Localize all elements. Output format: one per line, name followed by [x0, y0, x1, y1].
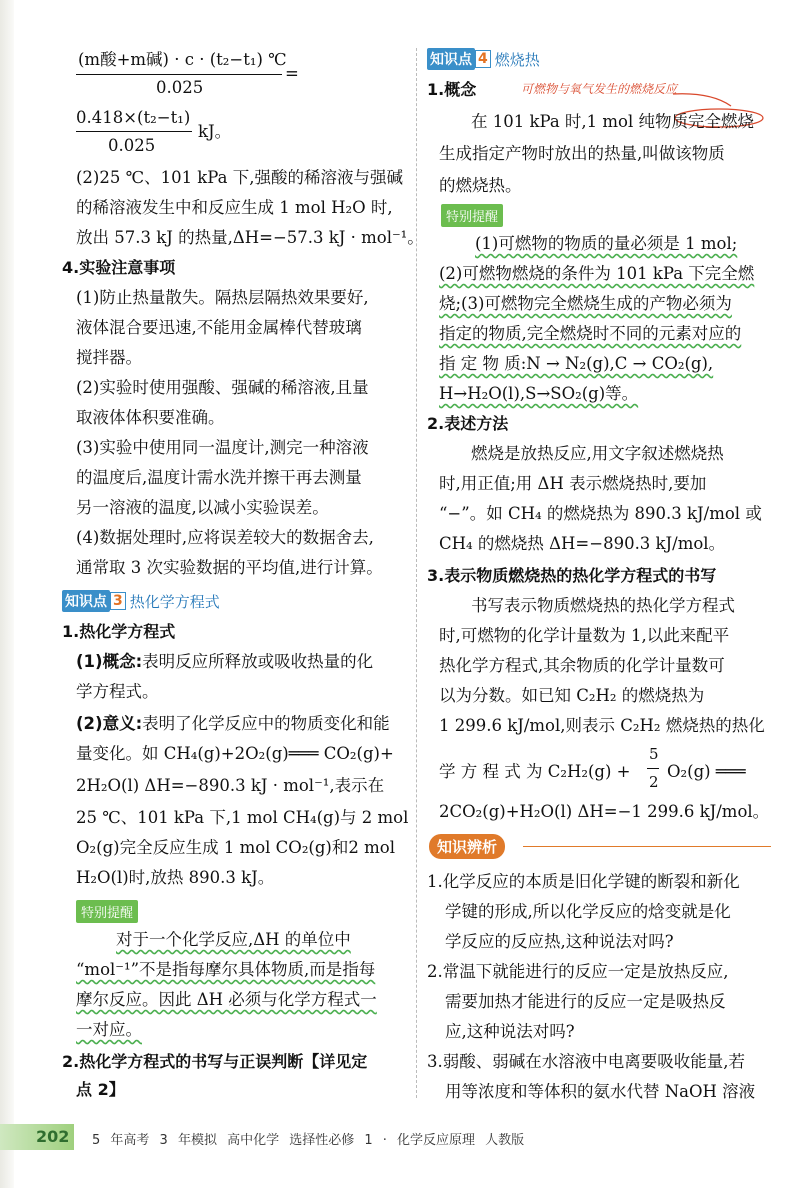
paragraph-line: H₂O(l)时,放热 890.3 kJ。 — [76, 868, 275, 887]
section-heading-2: 2.热化学方程式的书写与正误判断【详见定 — [62, 1052, 368, 1071]
question-line: 应,这种说法对吗? — [445, 1022, 575, 1041]
reminder-line — [116, 930, 351, 950]
paragraph-line: O₂(g) ═══ — [667, 762, 746, 781]
reminder-line — [439, 384, 638, 404]
knowledge-analysis-badge: 知识辨析 — [429, 834, 505, 859]
page-number-badge — [0, 1124, 74, 1150]
paragraph-line — [76, 652, 373, 672]
paragraph-line: 在 101 kPa 时,1 mol 纯物质完全燃烧 — [471, 112, 755, 131]
paragraph-line: CH₄ 的燃烧热 ΔH=−890.3 kJ/mol。 — [439, 534, 726, 553]
section-heading-4: 4.实验注意事项 — [62, 258, 176, 277]
concept-text: 表明反应所释放或吸收热量的化 — [142, 652, 374, 671]
fraction-numerator: 5 — [649, 745, 659, 763]
section-heading-3: 3.表示物质燃烧热的热化学方程式的书写 — [427, 566, 717, 585]
reminder-highlight: (1)可燃物的物质的量必须是 1 mol; — [475, 234, 738, 253]
formula-numerator-2: 0.418×(t₂−t₁) — [76, 108, 191, 127]
fraction-denominator: 2 — [649, 773, 659, 791]
question-line: 学反应的反应热,这种说法对吗? — [445, 932, 674, 951]
paragraph-line: 放出 57.3 kJ 的热量,ΔH=−57.3 kJ · mol⁻¹。 — [76, 228, 424, 247]
formula-equals: = — [285, 64, 299, 83]
paragraph-line: 取液体体积要准确。 — [76, 408, 225, 427]
paragraph-line: 的温度后,温度计需水洗并擦干再去测量 — [76, 468, 362, 487]
paragraph-line: 2CO₂(g)+H₂O(l) ΔH=−1 299.6 kJ/mol。 — [439, 802, 770, 821]
knowledge-point-4-tag — [427, 48, 540, 70]
reminder-highlight: 对于一个化学反应,ΔH 的单位中 — [116, 930, 351, 949]
page-footer — [0, 1124, 800, 1154]
paragraph-line — [76, 714, 390, 734]
paragraph-line: 的燃烧热。 — [439, 176, 522, 195]
formula-denominator-2: 0.025 — [108, 136, 156, 155]
section-heading-2: 2.表述方法 — [427, 414, 509, 433]
reminder-line — [76, 1020, 142, 1040]
reminder-line — [439, 264, 754, 284]
badge-rule — [523, 846, 771, 847]
paragraph-line: 1 299.6 kJ/mol,则表示 C₂H₂ 燃烧热的热化 — [439, 716, 765, 735]
paragraph-line: 搅拌器。 — [76, 348, 142, 367]
question-line: 需要加热才能进行的反应一定是吸热反 — [445, 992, 726, 1011]
paragraph-line: 书写表示物质燃烧热的热化学方程式 — [471, 596, 735, 615]
reminder-line — [439, 354, 713, 374]
paragraph-line: 的稀溶液发生中和反应生成 1 mol H₂O 时, — [76, 198, 393, 217]
paragraph-line: (2)实验时使用强酸、强碱的稀溶液,且量 — [76, 378, 369, 397]
paragraph-line: 2H₂O(l) ΔH=−890.3 kJ · mol⁻¹,表示在 — [76, 776, 385, 795]
paragraph-line: 时,用正值;用 ΔH 表示燃烧热时,要加 — [439, 474, 707, 493]
knowledge-point-title: 燃烧热 — [494, 50, 540, 69]
paragraph-line: 学方程式。 — [76, 682, 159, 701]
question-line: 2.常温下就能进行的反应一定是放热反应, — [427, 962, 729, 981]
knowledge-point-label: 知识点 — [427, 48, 475, 70]
paragraph-line: (3)实验中使用同一温度计,测完一种溶液 — [76, 438, 369, 457]
question-line: 用等浓度和等体积的氨水代替 NaOH 溶液 — [445, 1082, 756, 1101]
paragraph-line: (2)25 ℃、101 kPa 下,强酸的稀溶液与强碱 — [76, 168, 403, 187]
page-edge-shadow — [0, 0, 14, 1188]
reminder-highlight: 一对应。 — [76, 1020, 142, 1039]
paragraph-line: 25 ℃、101 kPa 下,1 mol CH₄(g)与 2 mol — [76, 808, 409, 827]
question-line: 学键的形成,所以化学反应的焓变就是化 — [445, 902, 731, 921]
reminder-line — [76, 960, 375, 980]
paragraph-line: 另一溶液的温度,以减小实验误差。 — [76, 498, 329, 517]
paragraph-line: 燃烧是放热反应,用文字叙述燃烧热 — [471, 444, 724, 463]
formula-denominator-1: 0.025 — [156, 78, 204, 97]
reminder-highlight: “mol⁻¹”不是指每摩尔具体物质,而是指每 — [76, 960, 376, 979]
page-number: 202 — [36, 1127, 70, 1146]
knowledge-point-title: 热化学方程式 — [129, 592, 220, 611]
meaning-label: (2)意义: — [76, 714, 143, 733]
fraction-bar — [647, 768, 659, 769]
question-line: 1.化学反应的本质是旧化学键的断裂和新化 — [427, 872, 740, 891]
special-reminder-badge: 特别提醒 — [441, 204, 503, 227]
question-line: 3.弱酸、弱碱在水溶液中电离要吸收能量,若 — [427, 1052, 745, 1071]
reminder-line — [475, 234, 737, 254]
paragraph-line: 生成指定产物时放出的热量,叫做该物质 — [439, 144, 725, 163]
reminder-line — [439, 324, 741, 344]
reminder-highlight: 烧;(3)可燃物完全燃烧生成的产物必须为 — [439, 294, 732, 313]
knowledge-point-label: 知识点 — [62, 590, 110, 612]
paragraph-line: 以为分数。如已知 C₂H₂ 的燃烧热为 — [439, 686, 705, 705]
paragraph-line: (4)数据处理时,应将误差较大的数据舍去, — [76, 528, 374, 547]
fraction-bar-2 — [76, 131, 192, 132]
paragraph-line: 通常取 3 次实验数据的平均值,进行计算。 — [76, 558, 383, 577]
concept-label: (1)概念: — [76, 652, 143, 671]
knowledge-point-3-tag — [62, 590, 220, 612]
handwritten-annotation: 可燃物与氧气发生的燃烧反应 — [521, 82, 678, 96]
column-divider — [416, 48, 417, 1098]
special-reminder-badge: 特别提醒 — [76, 900, 138, 923]
fraction-bar-1 — [76, 74, 282, 75]
reminder-highlight: 指定的物质,完全燃烧时不同的元素对应的 — [439, 324, 742, 343]
section-heading-1: 1.概念 — [427, 80, 477, 99]
paragraph-line: 量变化。如 CH₄(g)+2O₂(g)═══ CO₂(g)+ — [76, 744, 394, 763]
paragraph-line: 热化学方程式,其余物质的化学计量数可 — [439, 656, 725, 675]
reminder-highlight: H→H₂O(l),S→SO₂(g)等。 — [439, 384, 639, 403]
paragraph-line: 时,可燃物的化学计量数为 1,以此来配平 — [439, 626, 730, 645]
reminder-line — [439, 294, 732, 314]
paragraph-line: O₂(g)完全反应生成 1 mol CO₂(g)和2 mol — [76, 838, 395, 857]
formula-unit-2: kJ。 — [198, 122, 232, 141]
knowledge-point-number: 4 — [475, 50, 491, 68]
reminder-highlight: 摩尔反应。因此 ΔH 必须与化学方程式一 — [76, 990, 377, 1009]
section-heading-1: 1.热化学方程式 — [62, 622, 176, 641]
reminder-line — [76, 990, 377, 1010]
reminder-highlight: (2)可燃物燃烧的条件为 101 kPa 下完全燃 — [439, 264, 755, 283]
paragraph-line: 学 方 程 式 为 C₂H₂(g) + — [439, 762, 631, 781]
reminder-highlight: 指 定 物 质:N → N₂(g),C → CO₂(g), — [439, 354, 714, 373]
paragraph-line: (1)防止热量散失。隔热层隔热效果要好, — [76, 288, 369, 307]
section-heading-2-cont: 点 2】 — [76, 1080, 125, 1099]
paragraph-line: “−”。如 CH₄ 的燃烧热为 890.3 kJ/mol 或 — [439, 504, 762, 523]
formula-numerator-1: (m酸+m碱) · c · (t₂−t₁) ℃ — [78, 50, 287, 69]
knowledge-point-number: 3 — [110, 592, 126, 610]
meaning-text: 表明了化学反应中的物质变化和能 — [142, 714, 390, 733]
footer-book-title: 5 年高考 3 年模拟 高中化学 选择性必修 1 · 化学反应原理 人教版 — [92, 1133, 525, 1148]
paragraph-line: 液体混合要迅速,不能用金属棒代替玻璃 — [76, 318, 362, 337]
